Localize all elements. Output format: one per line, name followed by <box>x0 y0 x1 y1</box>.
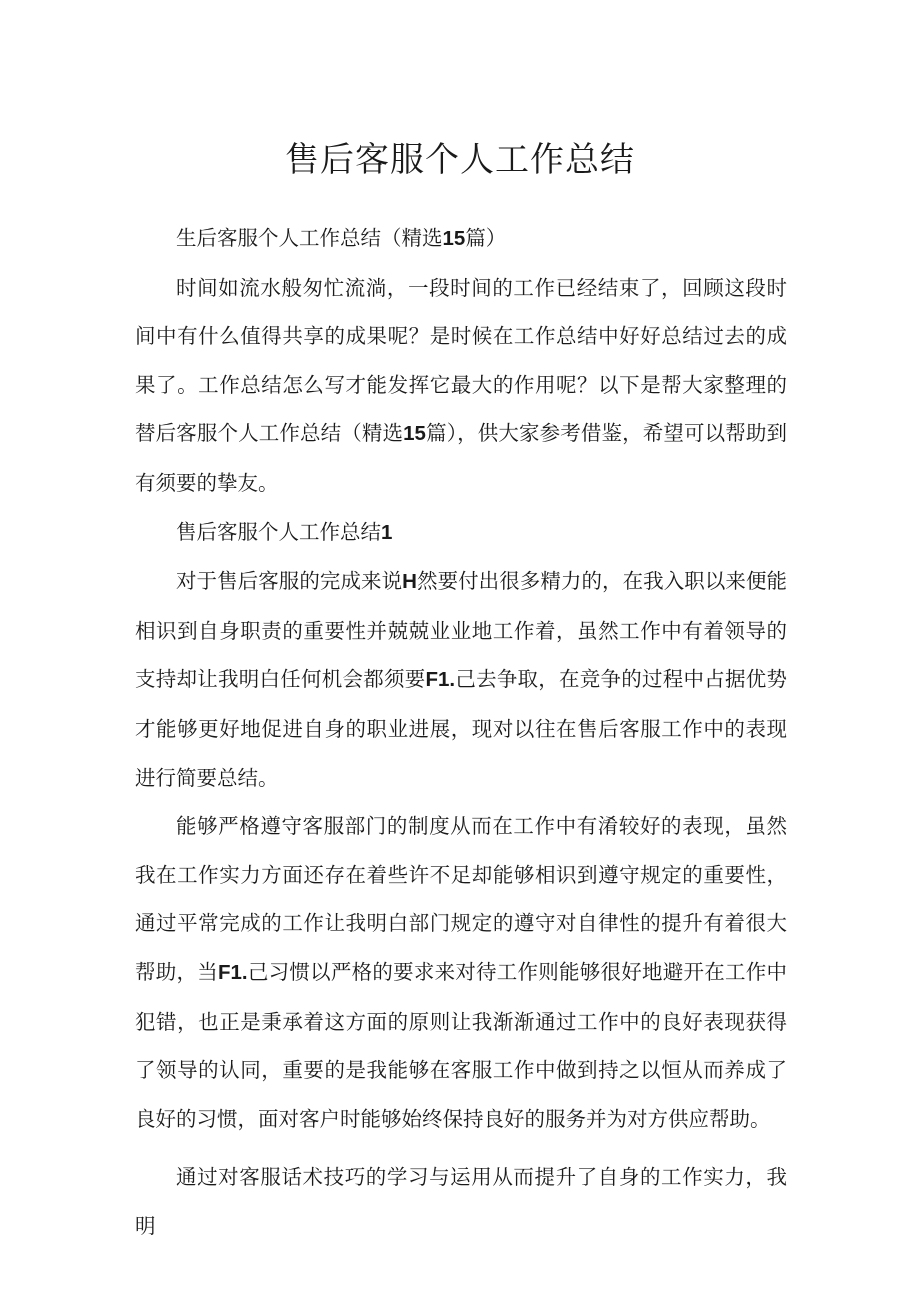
subtitle-number: 15 <box>442 227 466 250</box>
section-heading-number: 1 <box>381 520 393 544</box>
paragraph-2 <box>135 802 787 1143</box>
intro-number: 15 <box>403 422 426 446</box>
subtitle-text: 生后客服个人工作总结（精选 <box>176 226 443 250</box>
paragraph-2-text-1: 能够严格遵守客服部门的制度从而在工作中有淆较好的表现，虽然我在工作实力方面还存在着些许不足却能够相识到遵守规定的重要性，通过平常完成的工作让我明白部门规定的遵守对自律性的提升有着很大帮助，当 <box>135 814 787 984</box>
paragraph-1 <box>135 557 787 802</box>
document-title: 售后客服个人工作总结 <box>285 140 635 180</box>
section-heading <box>135 508 787 558</box>
intro-text-2: 篇），供大家参考借鉴，希望可以帮助到有须要的挚友。 <box>135 421 788 495</box>
subtitle <box>135 214 787 264</box>
paragraph-1-text-3: 己去争取，在竞争的过程中占据优势才能够更好地促进自身的职业进展，现对以往在售后客服工作中的表现进行简要总结。 <box>135 667 788 790</box>
paragraph-2-text-2: 己习惯以严格的要求来对待工作则能够很好地避开在工作中犯错，也正是秉承着这方面的原则让我渐渐通过工作中的良好表现获得了领导的认同，重要的是我能够在客服工作中做到持之以恒从而养成了良好的习惯，面对客户时能够始终保持良好的服务并为对方供应帮助。 <box>135 959 787 1131</box>
intro-text-1: 时间如流水般匆忙流淌，一段时间的工作已经结束了，回顾这段时间中有什么值得共享的成果呢？是时候在工作总结中好好总结过去的成果了。工作总结怎么写才能发挥它最大的作用呢？以下是帮大家整理的替后客服个人工作总结（精选 <box>135 275 787 446</box>
document-body <box>135 214 787 1250</box>
paragraph-1-text-2: 然要付出很多精力的，在我入职以来便能相识到自身职责的重要性并兢兢业业地工作着，虽然工作中有着领导的支持却让我明白任何机会都须要 <box>135 569 787 692</box>
paragraph-1-bold-2: F1. <box>425 668 456 692</box>
section-heading-text: 售后客服个人工作总结 <box>176 519 381 544</box>
paragraph-1-bold-1: H <box>402 570 417 594</box>
paragraph-3: 通过对客服话术技巧的学习与运用从而提升了自身的工作实力，我明 <box>135 1165 787 1238</box>
intro-paragraph <box>135 264 787 508</box>
paragraph-1-text-1: 对于售后客服的完成来说 <box>176 569 403 594</box>
paragraph-2-bold: F1. <box>217 960 248 984</box>
subtitle-suffix: 篇） <box>465 226 507 250</box>
